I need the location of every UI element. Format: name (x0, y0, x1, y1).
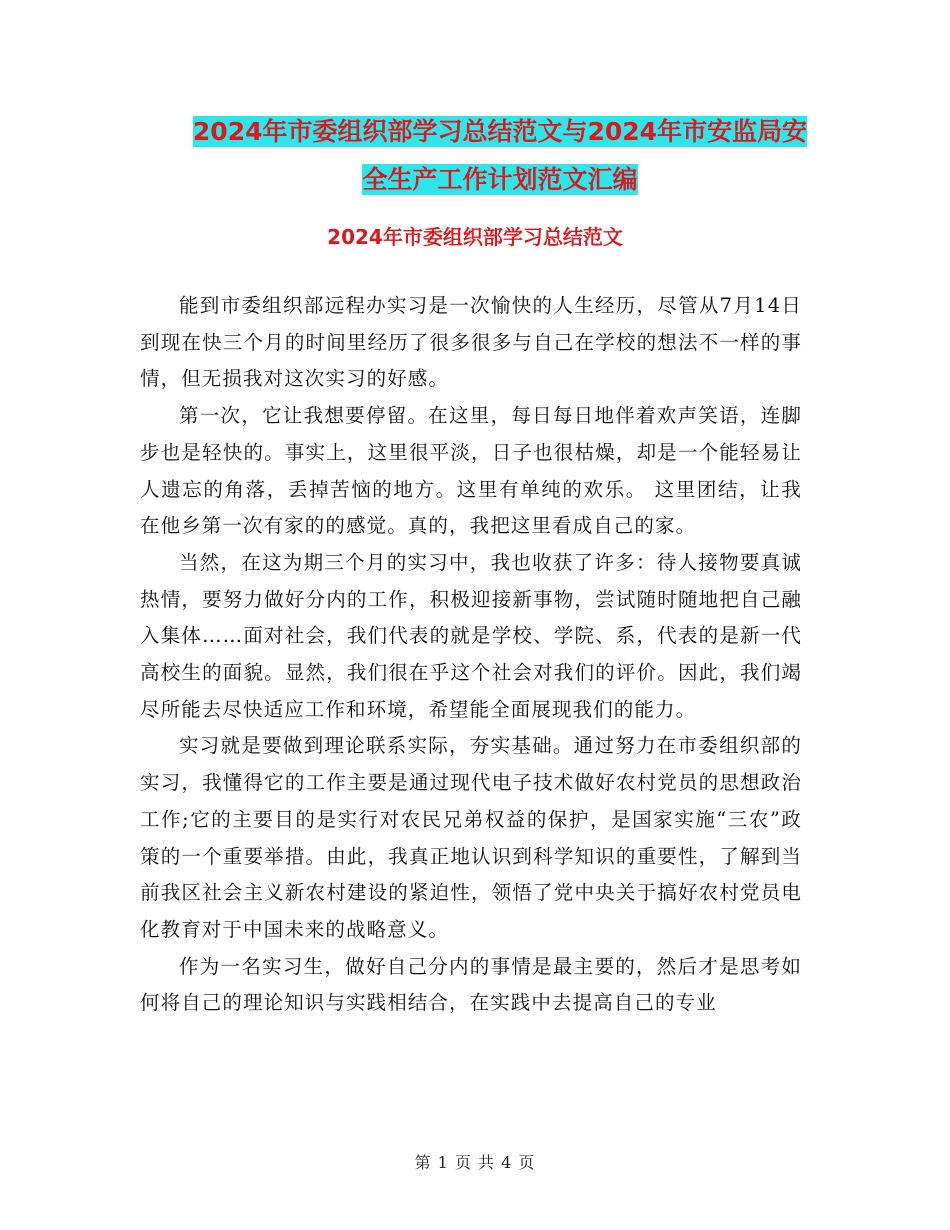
document-title-line-1: 2024年市委组织部学习总结范文与2024年市安监局安 (192, 117, 808, 146)
paragraph-1: 能到市委组织部远程办实习是一次愉快的人生经历，尽管从7月14日到现在快三个月的时间里经历了很多很多与自己在学校的想法不一样的事情，但无损我对这次实习的好感。 (140, 294, 802, 391)
document-body (140, 288, 802, 1022)
paragraph-3: 当然，在这为期三个月的实习中，我也收获了许多：待人接物要真诚热情，要努力做好分内的工作，积极迎接新事物，尝试随时随地把自己融入集体……面对社会，我们代表的就是学校、学院、系，代表的是新一代高校生的面貌。显然，我们很在乎这个社会对我们的评价。因此，我们竭尽所能去尽快适应工作和环境，希望能全面展现我们的能力。 (140, 550, 802, 721)
paragraph-2: 第一次，它让我想要停留。在这里，每日每日地伴着欢声笑语，连脚步也是轻快的。事实上，这里很平淡，日子也很枯燥，却是一个能轻易让人遗忘的角落，丢掉苦恼的地方。这里有单纯的欢乐。 这里团结，让我在他乡第一次有家的的感觉。真的，我把这里看成自己的家。 (140, 404, 802, 538)
paragraph-4: 实习就是要做到理论联系实际，夯实基础。通过努力在市委组织部的实习，我懂得它的工作主要是通过现代电子技术做好农村党员的思想政治工作;它的主要目的是实行对农民兄弟权益的保护，是国家实施“三农”政策的一个重要举措。由此，我真正地认识到科学知识的重要性，了解到当前我区社会主义新农村建设的紧迫性，领悟了党中央关于搞好农村党员电化教育对于中国未来的战略意义。 (140, 734, 802, 941)
document-title (150, 108, 850, 204)
paragraph-5: 作为一名实习生，做好自己分内的事情是最主要的，然后才是思考如何将自己的理论知识与实践相结合，在实践中去提高自己的专业 (140, 954, 802, 1015)
document-title-line-2: 全生产工作计划范文汇编 (362, 165, 638, 194)
section-heading: 2024年市委组织部学习总结范文 (327, 225, 623, 249)
page-number-footer: 第 1 页 共 4 页 (414, 1153, 536, 1172)
